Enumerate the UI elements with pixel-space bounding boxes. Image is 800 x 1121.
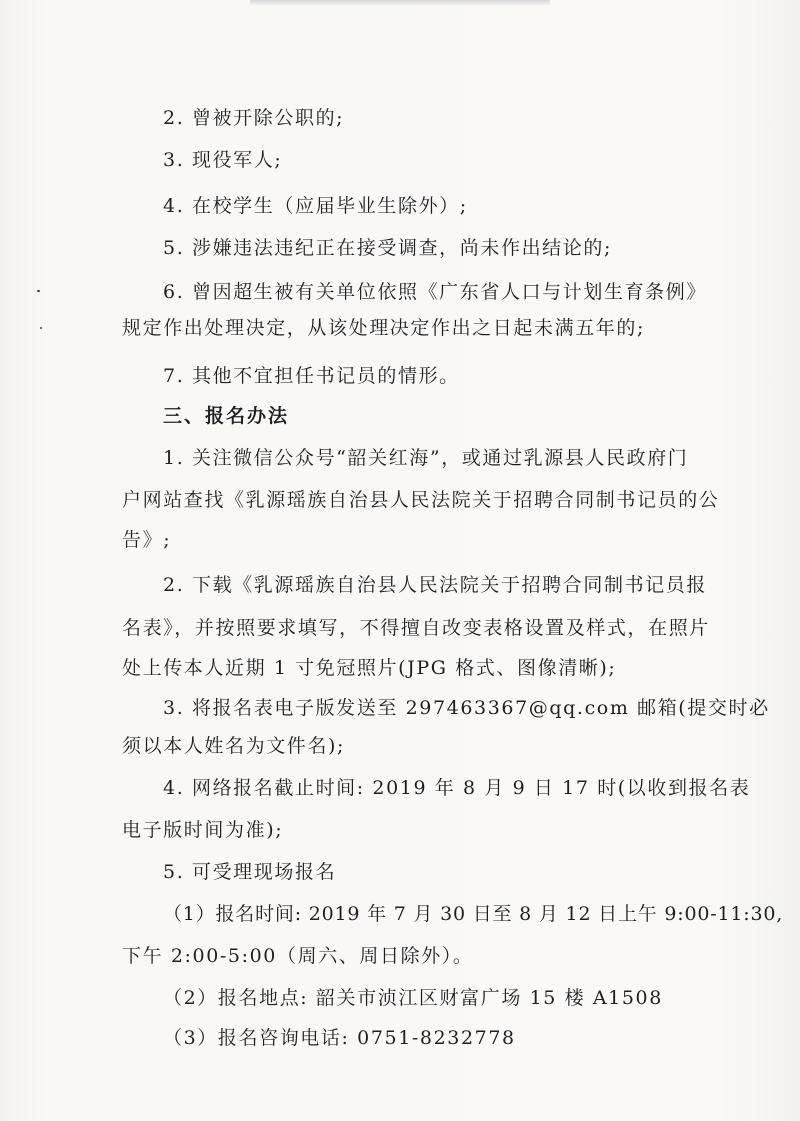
paragraph-line: 规定作出处理决定，从该处理决定作出之日起未满五年的;	[122, 317, 646, 339]
paragraph-line: 4. 网络报名截止时间: 2019 年 8 月 9 日 17 时(以收到报名表	[163, 777, 751, 799]
paragraph-line: 4. 在校学生（应届毕业生除外）;	[163, 195, 468, 217]
scan-smudge	[250, 0, 550, 6]
paragraph-line: 3. 现役军人;	[163, 149, 283, 171]
paragraph-line: 须以本人姓名为文件名);	[122, 735, 346, 757]
paragraph-line: 1. 关注微信公众号“韶关红海”，或通过乳源县人民政府门	[163, 447, 689, 469]
paragraph-line: （3）报名咨询电话: 0751-8232778	[163, 1027, 516, 1049]
scan-speck	[37, 290, 40, 292]
paragraph-line: 2. 曾被开除公职的;	[163, 107, 345, 129]
section-heading: 三、报名办法	[163, 405, 290, 427]
paragraph-line: 名表》，并按照要求填写，不得擅自改变表格设置及样式，在照片	[122, 617, 710, 639]
paragraph-line: 电子版时间为准);	[122, 819, 284, 841]
paragraph-line: 7. 其他不宜担任书记员的情形。	[163, 365, 460, 387]
paragraph-line: 3. 将报名表电子版发送至 297463367@qq.com 邮箱(提交时必	[163, 697, 770, 719]
paragraph-line: 5. 涉嫌违法违纪正在接受调查，尚未作出结论的;	[163, 237, 612, 259]
paragraph-line: 户网站查找《乳源瑶族自治县人民法院关于招聘合同制书记员的公	[122, 489, 720, 511]
paragraph-line: 处上传本人近期 1 寸免冠照片(JPG 格式、图像清晰);	[122, 657, 617, 679]
paragraph-line: 6. 曾因超生被有关单位依照《广东省人口与计划生育条例》	[163, 281, 707, 303]
paragraph-line: 告》;	[122, 529, 172, 551]
paragraph-line: （1）报名时间: 2019 年 7 月 30 日至 8 月 12 日上午 9:00-11:30,	[163, 903, 784, 925]
paragraph-line: 下午 2:00-5:00（周六、周日除外）。	[122, 945, 474, 967]
paragraph-line: （2）报名地点: 韶关市浈江区财富广场 15 楼 A1508	[163, 987, 663, 1009]
scan-speck	[40, 327, 42, 329]
paragraph-line: 2. 下载《乳源瑶族自治县人民法院关于招聘合同制书记员报	[163, 574, 707, 596]
paragraph-line: 5. 可受理现场报名	[163, 861, 337, 883]
